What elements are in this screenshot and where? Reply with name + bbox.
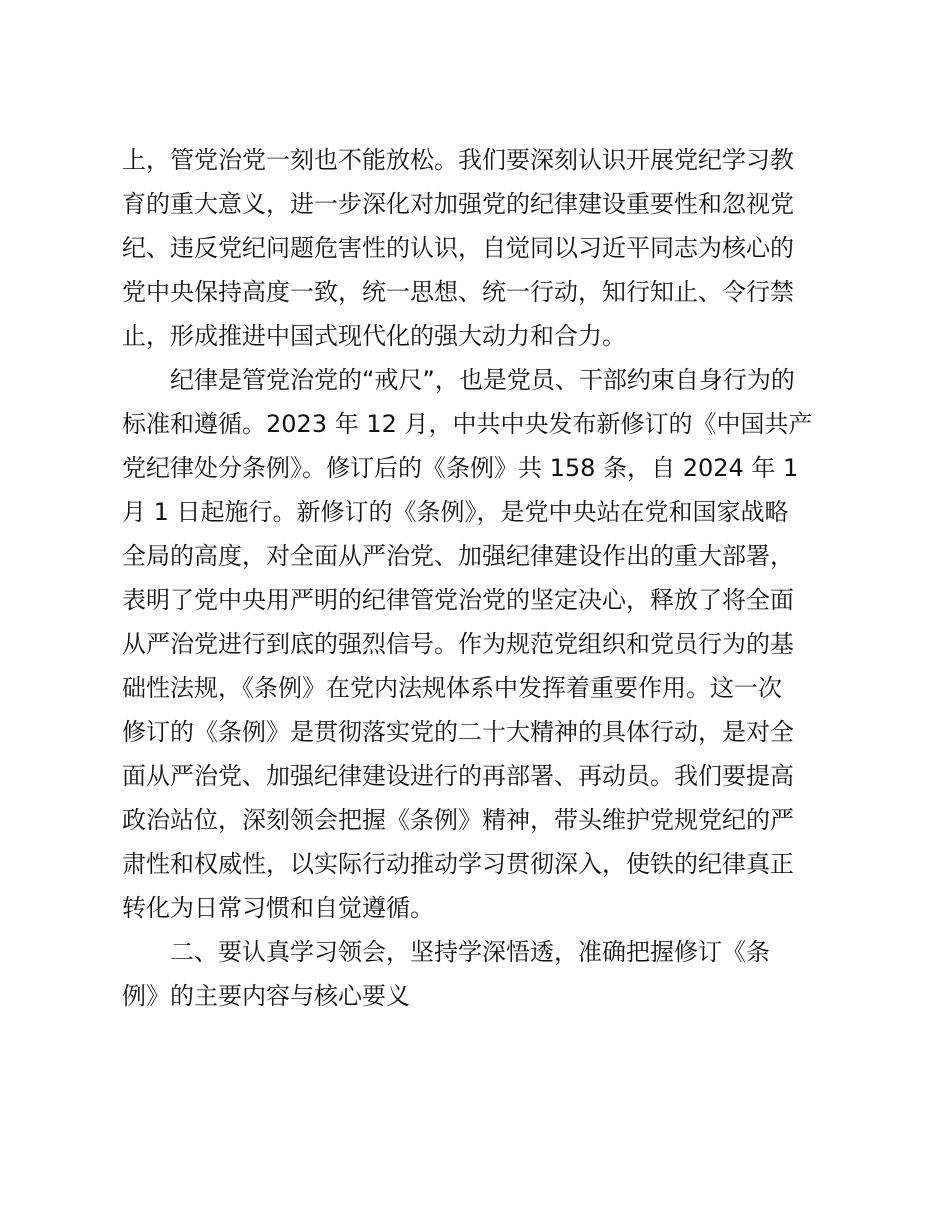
paragraph-line: 表明了党中央用严明的纪律管党治党的坚定决心，释放了将全面 <box>122 586 794 614</box>
paragraph-line: 纪律是管党治党的“戒尺”，也是党员、干部约束自身行为的 <box>170 366 795 394</box>
paragraph-line: 育的重大意义，进一步深化对加强党的纪律建设重要性和忽视党 <box>122 190 794 218</box>
paragraph-line: 全局的高度，对全面从严治党、加强纪律建设作出的重大部署， <box>122 542 794 570</box>
paragraph-line: 修订的《条例》是贯彻落实党的二十大精神的具体行动，是对全 <box>122 718 794 746</box>
paragraph-line: 止，形成推进中国式现代化的强大动力和合力。 <box>122 322 626 350</box>
heading-line: 二、要认真学习领会，坚持学深悟透，准确把握修订《条 <box>170 938 770 966</box>
paragraph-line: 政治站位，深刻领会把握《条例》精神，带头维护党规党纪的严 <box>122 806 794 834</box>
paragraph-line: 党中央保持高度一致，统一思想、统一行动，知行知止、令行禁 <box>122 278 794 306</box>
paragraph-1 <box>122 138 842 358</box>
paragraph-line: 标准和遵循。2023 年 12 月，中共中央发布新修订的《中国共产 <box>122 410 813 438</box>
heading-line: 例》的主要内容与核心要义 <box>122 982 410 1010</box>
paragraph-line: 肃性和权威性，以实际行动推动学习贯彻深入，使铁的纪律真正 <box>122 850 794 878</box>
section-heading-2 <box>122 930 842 1018</box>
paragraph-line: 从严治党进行到底的强烈信号。作为规范党组织和党员行为的基 <box>122 630 794 658</box>
paragraph-line: 党纪律处分条例》。修订后的《条例》共 158 条，自 2024 年 1 <box>122 454 799 482</box>
paragraph-2 <box>122 358 842 930</box>
paragraph-line: 转化为日常习惯和自觉遵循。 <box>122 894 434 922</box>
paragraph-line: 上，管党治党一刻也不能放松。我们要深刻认识开展党纪学习教 <box>122 146 794 174</box>
paragraph-line: 纪、违反党纪问题危害性的认识，自觉同以习近平同志为核心的 <box>122 234 794 262</box>
paragraph-line: 础性法规，《条例》在党内法规体系中发挥着重要作用。这一次 <box>122 674 782 702</box>
paragraph-line: 面从严治党、加强纪律建设进行的再部署、再动员。我们要提高 <box>122 762 794 790</box>
paragraph-line: 月 1 日起施行。新修订的《条例》，是党中央站在党和国家战略 <box>122 498 789 526</box>
document-body <box>122 138 842 1018</box>
